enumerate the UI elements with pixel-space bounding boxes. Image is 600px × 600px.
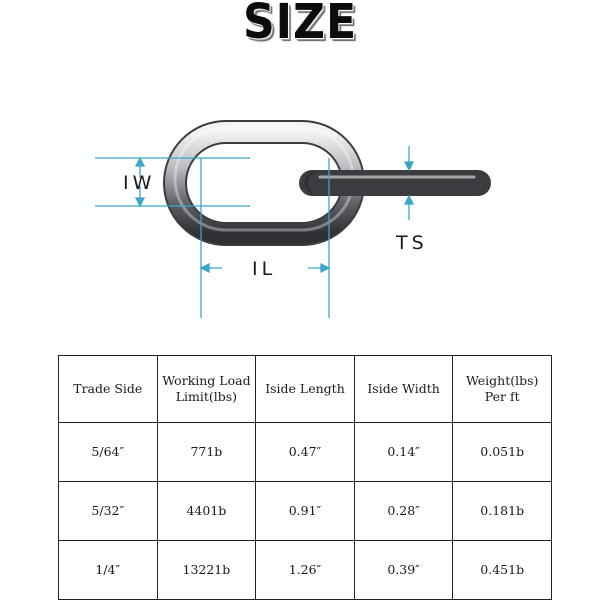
page-title: SIZE (242, 0, 358, 50)
table-cell: 1.26″ (256, 541, 355, 600)
header-weight-per-ft: Weight(lbs) Per ft (453, 356, 552, 423)
table-cell: 5/32″ (59, 482, 158, 541)
table-cell: 0.14″ (354, 423, 453, 482)
table-cell: 0.47″ (256, 423, 355, 482)
header-inside-length: Iside Length (256, 356, 355, 423)
table-cell: 5/64″ (59, 423, 158, 482)
table-cell: 771b (157, 423, 256, 482)
table-cell: 4401b (157, 482, 256, 541)
header-inside-width: Iside Width (354, 356, 453, 423)
table-row (59, 423, 552, 482)
il-label: IL (252, 258, 277, 280)
table-cell: 0.451b (453, 541, 552, 600)
table-cell: 0.28″ (354, 482, 453, 541)
header-trade-side: Trade Side (59, 356, 158, 423)
table-cell: 0.051b (453, 423, 552, 482)
chain-link-side (306, 172, 478, 194)
table-cell: 0.91″ (256, 482, 355, 541)
table-row (59, 482, 552, 541)
header-working-load-limit: Working Load Limit(lbs) (157, 356, 256, 423)
table-cell: 0.181b (453, 482, 552, 541)
table-cell: 1/4″ (59, 541, 158, 600)
table-header-row (59, 356, 552, 423)
table-cell: 13221b (157, 541, 256, 600)
iw-label: IW (123, 172, 156, 194)
ts-label: TS (396, 232, 428, 254)
size-table (58, 355, 552, 600)
table-cell: 0.39″ (354, 541, 453, 600)
table-row (59, 541, 552, 600)
